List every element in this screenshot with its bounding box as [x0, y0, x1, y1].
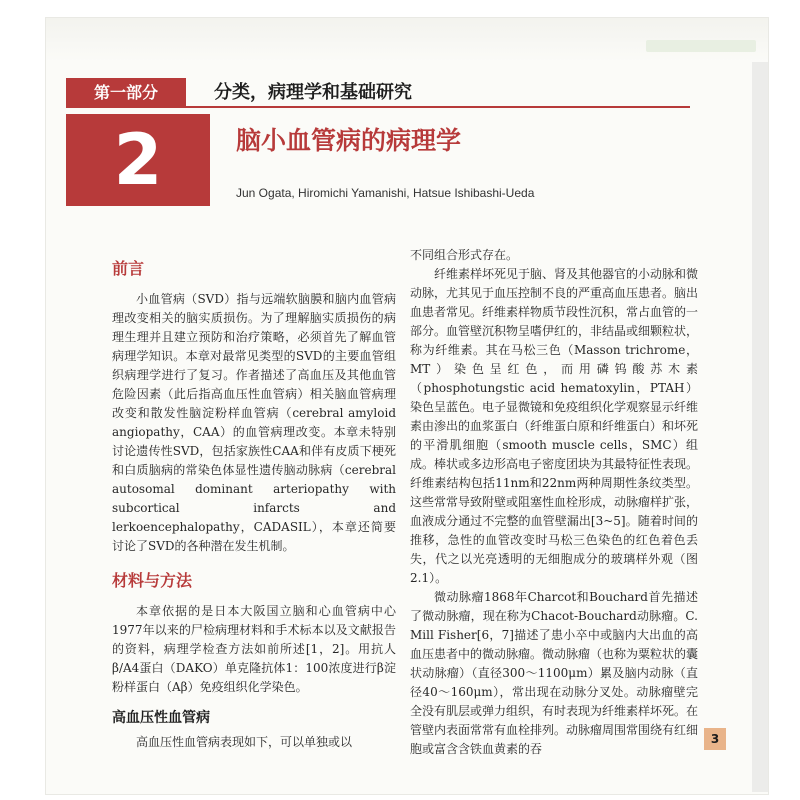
part-title: 分类，病理学和基础研究	[214, 82, 412, 103]
preface-paragraph: 小血管病（SVD）指与远端软脑膜和脑内血管病理改变相关的脑实质损伤。为了理解脑实质损伤的病理生理并且建立预防和治疗策略，必须首先了解血管病理学知识。本章对最常见类型的SVD的主要血管组织病理学进行了复习。作者描述了高血压及其他血管危险因素（此后指高血压性血管病）相关脑血管病理改变和散发性脑淀粉样血管病（cerebral amyloid angiopathy，CAA）的血管病理改变。本章未特别讨论遗传性SVD，包括家族性CAA和伴有皮质下梗死和白质脑病的常染色体显性遗传脑动脉病（cerebral autosomal dominant arteriopathy with subcortical infarcts and lerkoencephalopathy，CADASIL），本章还简要讨论了SVD的各种潜在发生机制。	[112, 292, 396, 553]
right-column	[410, 246, 698, 759]
part-label-badge: 第一部分	[66, 78, 186, 108]
page-edge-bar	[752, 62, 768, 792]
left-column	[112, 256, 396, 752]
microaneurysm-paragraph: 微动脉瘤1868年Charcot和Bouchard首先描述了微动脉瘤，现在称为Chacot-Bouchard动脉瘤。C. Mill Fisher[6，7]描述了患小卒中或脑内大出血的高血压患者中的微动脉瘤。微动脉瘤（也称为粟粒状的囊状动脉瘤）（直径300～1100μm）累及脑内动脉（直径40～160μm），常出现在动脉分叉处。动脉瘤壁完全没有肌层或弹力组织，有时表现为纤维素样坏死。在管壁内表面常常有血栓排列。动脉瘤周围常围绕有红细胞或富含含铁血黄素的吞	[410, 590, 699, 756]
part-divider-rule	[186, 106, 690, 108]
page-number: 3	[704, 728, 726, 750]
running-header-mark	[646, 40, 756, 52]
preface-heading: 前言	[112, 259, 145, 278]
top-margin	[46, 18, 768, 62]
chapter-authors: Jun Ogata, Hiromichi Yamanishi, Hatsue Ishibashi-Ueda	[236, 186, 535, 200]
fibrinoid-necrosis-paragraph: 纤维素样坏死见于脑、肾及其他器官的小动脉和微动脉，尤其见于血压控制不良的严重高血压患者。脑出血患者常见。纤维素样物质节段性沉积，常占血管的一部分。血管壁沉积物呈嗜伊红的，非结晶或细颗粒状，称为纤维素。其在马松三色（Masson trichrome，MT）染色呈红色，而用磷钨酸苏木素（phosphotungstic acid hematoxylin，PTAH）染色呈蓝色。电子显微镜和免疫组织化学观察显示纤维素由渗出的血浆蛋白（纤维蛋白原和纤维蛋白）和坏死的平滑肌细胞（smooth muscle cells，SMC）组成。棒状或多边形高电子密度团块为其最特征性表现。纤维素结构包括11nm和22nm两种周期性条纹类型。这些常常导致附壁或阻塞性血栓形成，动脉瘤样扩张，血液成分通过不完整的血管壁漏出[3~5]。随着时间的推移，急性的血管改变时马松三色染色的红色着色丢失，代之以光亮透明的无细胞成分的玻璃样外观（图2.1）。	[410, 267, 699, 585]
continued-paragraph: 不同组合形式存在。	[410, 248, 519, 262]
hypertension-paragraph: 高血压性血管病表现如下，可以单独或以	[136, 735, 353, 749]
hypertension-heading: 高血压性血管病	[112, 710, 210, 726]
chapter-title: 脑小血管病的病理学	[236, 126, 462, 155]
methods-paragraph: 本章依据的是日本大阪国立脑和心血管病中心1977年以来的尸检病理材料和手术标本以及文献报告的资料，病理学检查方法如前所述[1，2]。用抗人β/A4蛋白（DAKO）单克隆抗体1：100浓度进行β淀粉样蛋白（Aβ）免疫组织化学染色。	[112, 604, 396, 694]
part-header	[66, 78, 690, 108]
chapter-number: 2	[66, 114, 210, 206]
methods-heading: 材料与方法	[112, 571, 193, 590]
